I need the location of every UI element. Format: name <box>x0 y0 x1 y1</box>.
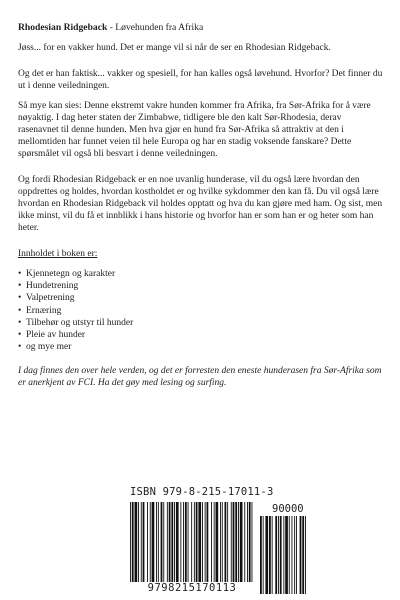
addon-barcode-bars <box>260 502 306 594</box>
list-item: • Kjennetegn og karakter <box>18 268 383 280</box>
list-item: • og mye mer <box>18 341 383 353</box>
book-title <box>18 22 383 34</box>
barcode-bar <box>249 502 251 594</box>
back-cover-text <box>18 22 383 389</box>
barcode-bar <box>161 502 163 594</box>
barcode-bar <box>247 502 248 594</box>
barcode-bar <box>216 502 219 594</box>
book-title-bold: Rhodesian Ridgeback <box>18 22 108 33</box>
barcode-bar <box>220 502 221 594</box>
barcode-bar <box>163 502 164 594</box>
barcode-bar <box>211 502 212 594</box>
contents-heading: Innholdet i boken er: <box>18 249 98 259</box>
barcode-bar <box>152 502 155 594</box>
ean-barcode-bars <box>130 502 254 594</box>
isbn-barcode <box>130 486 306 594</box>
barcode-bar <box>135 502 138 594</box>
barcode-bar <box>141 502 142 594</box>
barcode-bar <box>244 502 245 594</box>
list-item: • Valpetrening <box>18 292 383 304</box>
barcode-bar <box>167 502 168 594</box>
barcode-bar <box>235 502 237 594</box>
closing-paragraph: I dag finnes den over hele verden, og det er forresten den eneste hunderasen fra Sør-Afrika som er anerkjent av FCI. Ha det gøy med lesing og surfing. <box>18 366 382 389</box>
list-item: • Hundetrening <box>18 280 383 292</box>
addon-digits: 90000 <box>272 503 304 515</box>
barcode-bar <box>252 502 253 594</box>
book-subtitle: - Løvehunden fra Afrika <box>107 22 204 33</box>
intro-paragraph-1: Jøss... for en vakker hund. Det er mange vil si når de ser en Rhodesian Ridgeback. <box>18 43 331 53</box>
barcode-bar <box>171 502 173 594</box>
barcode-bar <box>150 502 151 594</box>
barcode-bar <box>191 502 192 594</box>
barcode-bar <box>176 502 179 594</box>
barcode-bar <box>147 502 148 594</box>
barcode-bar <box>130 502 131 594</box>
barcode-bar <box>225 502 227 594</box>
barcode-bar <box>196 502 198 594</box>
barcode-bar <box>156 502 157 594</box>
barcode-bar <box>138 502 139 594</box>
intro-paragraph-4: Og fordi Rhodesian Ridgeback er en noe uvanlig hunderase, vil du også lære hvordan den oppdrettes og holdes, hvordan kostholdet er og hvilke sykdommer den kan få. Du vil også lære hvordan en Rhodesian Ridgeback vil holdes opptatt og hva du kan gjøre med ham. Og sist, men ikke minst, vil du få et innblikk i hans historie og hvorfor han er som han er og heter som han heter. <box>18 175 383 233</box>
list-item: • Ernæring <box>18 305 383 317</box>
barcode-bar <box>231 502 232 594</box>
contents-list <box>18 268 383 353</box>
barcode-bar <box>240 502 243 594</box>
barcode-bar <box>222 502 223 594</box>
list-item: • Pleie av hunder <box>18 329 383 341</box>
barcode-bar <box>180 502 181 594</box>
barcode-bar <box>169 502 171 594</box>
barcode-bar <box>183 502 184 594</box>
list-item: • Tilbehør og utstyr til hunder <box>18 317 383 329</box>
barcode-bar <box>188 502 189 594</box>
intro-paragraph-3: Så mye kan sies: Denne ekstremt vakre hunden kommer fra Afrika, fra Sør-Afrika for å være nøyaktig. I dag heter staten der Zimbabwe, tidligere ble den kalt Sør-Rhodesia, derav rasenavnet til denne hunden. Men hva gjør en hund fra Sør-Afrika så attraktiv at den i mellomtiden har funnet veien til hele Europa og har en stadig voksende fanskare? Dette spørsmålet vil også bli besvart i denne veiledningen. <box>18 101 371 159</box>
ean-digits: 9798215170113 <box>130 582 254 594</box>
barcode-bar <box>238 502 239 594</box>
barcode-bar <box>198 502 201 594</box>
barcode-bar <box>207 502 209 594</box>
intro-paragraph-2: Og det er han faktisk... vakker og spesiell, for han kalles også løvehund. Hvorfor? Det finner du ut i denne veiledningen. <box>18 69 383 91</box>
isbn-label: ISBN 979-8-215-17011-3 <box>130 486 274 498</box>
barcode-bar <box>132 502 134 594</box>
barcode-bar <box>205 502 206 594</box>
barcode-bar <box>158 502 159 594</box>
barcode-bar <box>202 502 203 594</box>
barcode-bar <box>143 502 145 594</box>
barcode-bar <box>227 502 228 594</box>
barcode-bar <box>214 502 215 594</box>
barcode-bar <box>194 502 195 594</box>
barcode-bar <box>233 502 235 594</box>
barcode-bar <box>174 502 175 594</box>
barcode-bar <box>185 502 187 594</box>
